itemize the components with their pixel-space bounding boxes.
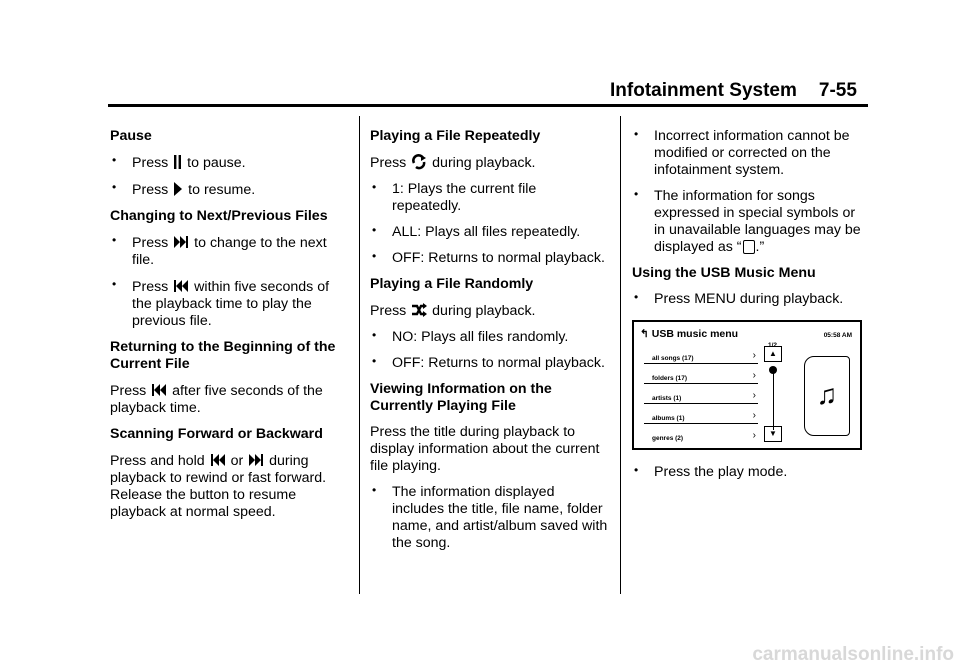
header-rule [108,104,868,107]
menu-row[interactable]: all songs (17) › [644,344,758,364]
page-indicator: 1/2 [768,342,778,349]
chevron-right-icon: › [752,410,756,421]
previous-track-icon [151,382,167,398]
list-item: • Press to change to the next file. [110,234,348,269]
heading-scanning: Scanning Forward or Backward [110,426,323,442]
chevron-right-icon: › [752,390,756,401]
next-track-icon [248,452,264,468]
heading-repeat: Playing a File Repeatedly [370,128,541,144]
pause-icon [173,154,182,170]
list-item: • Press the play mode. [632,464,868,481]
page-header [610,80,857,102]
watermark: carmanualsonline.info [752,644,954,665]
chevron-right-icon: › [752,430,756,441]
music-note-icon: ♫ [816,379,838,410]
list-item: • ALL: Plays all files repeatedly. [370,224,608,241]
column-divider [620,116,621,594]
scroll-up-button[interactable]: ▲ [764,346,782,362]
usb-music-menu-screen [632,320,862,450]
list-item: • The information displayed includes the title, file name, folder name, and artist/album saved with the song. [370,484,608,552]
next-track-icon [173,234,189,250]
screen-title: ↰ USB music menu [640,328,739,340]
paragraph: Press after five seconds of the playback time. [110,383,323,416]
paragraph: Press the title during playback to display information about the current file playing. [370,424,600,474]
heading-pause: Pause [110,128,152,144]
list-item: • The information for songs expressed in special symbols or in unavailable languages may be displayed as “ .” [632,188,868,256]
scroll-track [773,368,774,430]
shuffle-icon [411,302,427,318]
heading-random: Playing a File Randomly [370,276,534,292]
column-3 [632,128,868,490]
column-1 [110,128,348,530]
menu-row[interactable]: artists (1) › [644,384,758,404]
album-art [804,356,850,436]
menu-row[interactable]: albums (1) › [644,404,758,424]
paragraph: Press during playback. [370,303,536,319]
list-item: • Press to resume. [110,181,348,199]
list-item: • 1: Plays the current file repeatedly. [370,181,608,215]
column-2 [370,128,608,561]
clock: 05:58 AM [823,332,852,339]
repeat-icon [411,154,427,170]
heading-returning: Returning to the Beginning of the Current File [110,339,336,372]
menu-row[interactable]: genres (2) › [644,424,758,444]
chevron-right-icon: › [752,370,756,381]
list-item: • Press within five seconds of the playback time to play the previous file. [110,278,348,330]
paragraph: Press during playback. [370,155,536,171]
list-item: • OFF: Returns to normal playback. [370,355,608,372]
play-icon [173,181,183,197]
scroll-thumb[interactable] [769,366,777,374]
previous-track-icon [210,452,226,468]
heading-usb-menu: Using the USB Music Menu [632,265,816,281]
section-title: Infotainment System [610,80,797,101]
paragraph: Press and hold or during playback to rewind or fast forward. Release the button to resume playback at normal speed. [110,453,327,520]
list-item: • Press to pause. [110,154,348,172]
unknown-character-icon [743,240,755,254]
previous-track-icon [173,278,189,294]
menu-row[interactable]: folders (17) › [644,364,758,384]
back-icon[interactable]: ↰ [640,328,649,340]
list-item: • Incorrect information cannot be modified or corrected on the infotainment system. [632,128,868,179]
column-divider [359,116,360,594]
page-number: 7-55 [818,80,857,101]
list-item: • OFF: Returns to normal playback. [370,250,608,267]
scroll-down-button[interactable]: ▼ [764,426,782,442]
heading-changing-files: Changing to Next/Previous Files [110,208,328,224]
list-item: • Press MENU during playback. [632,291,868,308]
heading-info: Viewing Information on the Currently Playing File [370,381,552,414]
list-item: • NO: Plays all files randomly. [370,329,608,346]
chevron-right-icon: › [752,350,756,361]
